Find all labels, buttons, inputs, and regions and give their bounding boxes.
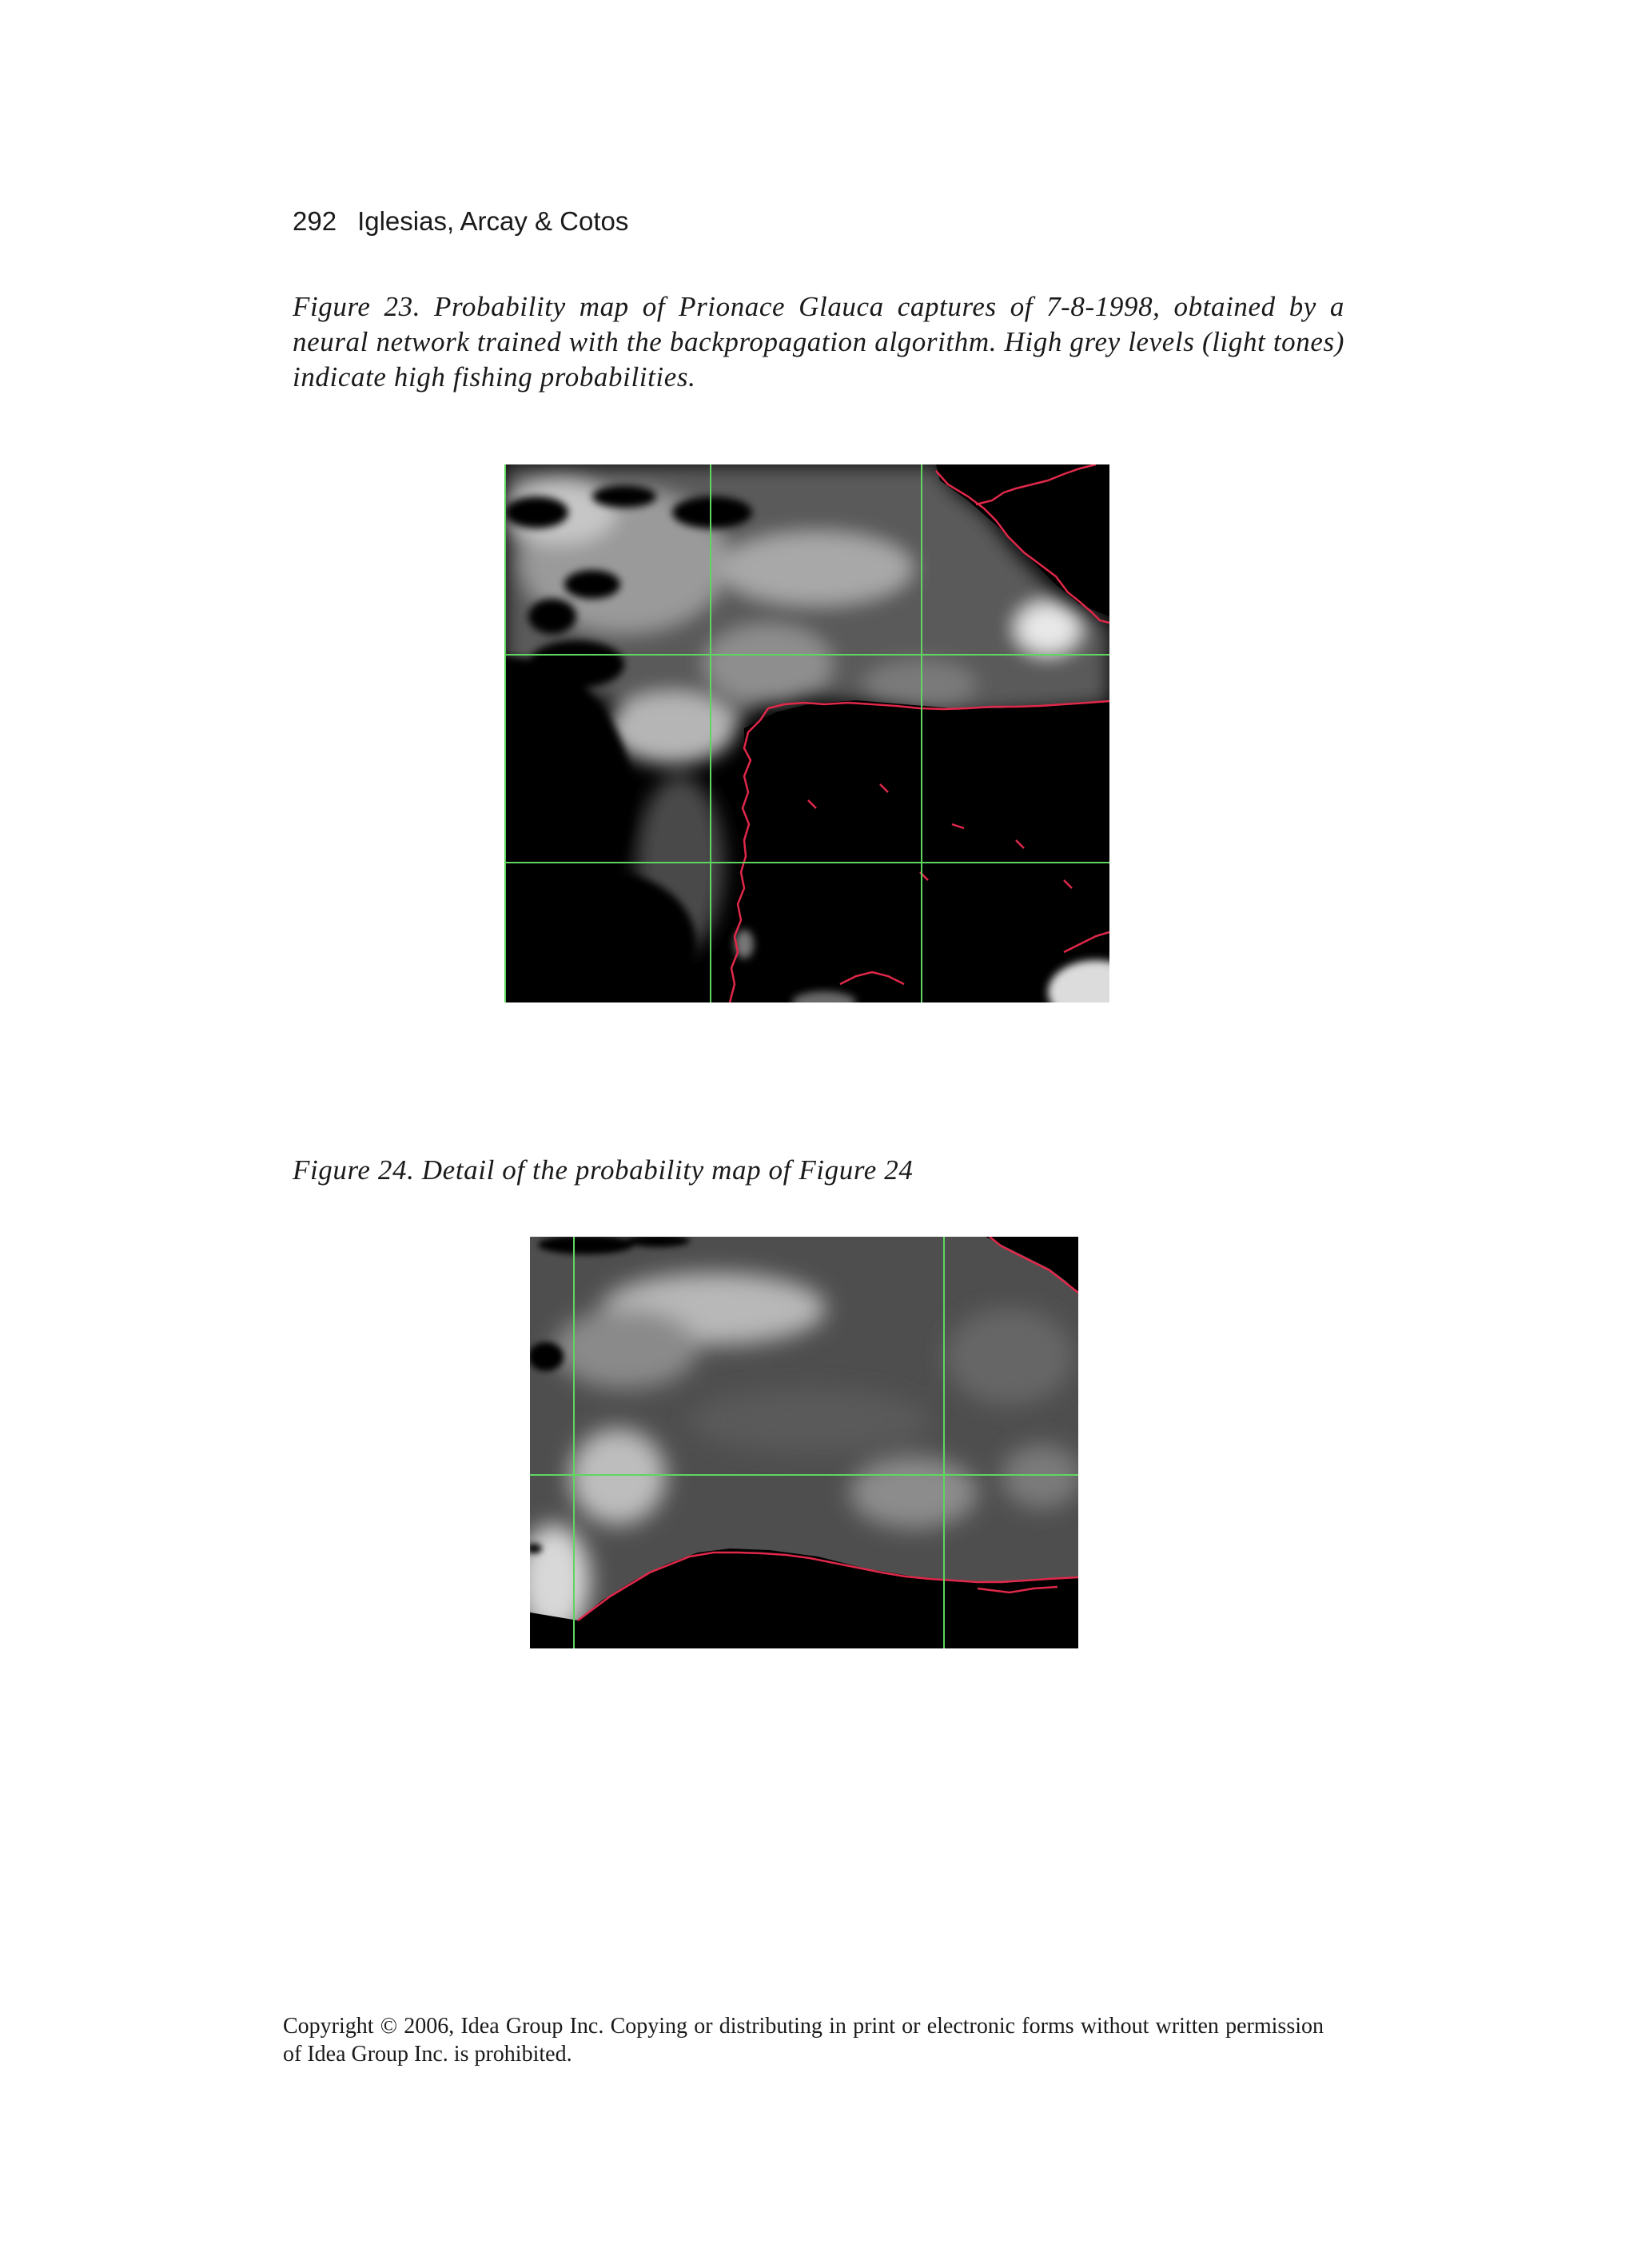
- figure-24-detail-map: [530, 1237, 1078, 1648]
- header-authors: Iglesias, Arcay & Cotos: [357, 206, 629, 236]
- land-iberia: [728, 700, 1109, 1002]
- figure-23-probability-map: [504, 464, 1109, 1002]
- page-number: 292: [293, 206, 337, 236]
- figure-24-caption: Figure 24. Detail of the probability map of Figure 24: [293, 1154, 914, 1186]
- copyright-notice: Copyright © 2006, Idea Group Inc. Copying or distributing in print or electronic forms without written permission of Idea Group Inc. is prohibited.: [283, 2014, 1324, 2067]
- running-header: [293, 206, 628, 237]
- figure-23-caption: Figure 23. Probability map of Prionace Glauca captures of 7-8-1998, obtained by a neural network trained with the backpropagation algorithm. High grey levels (light tones) indicate high fishing probabilities.: [293, 291, 1344, 393]
